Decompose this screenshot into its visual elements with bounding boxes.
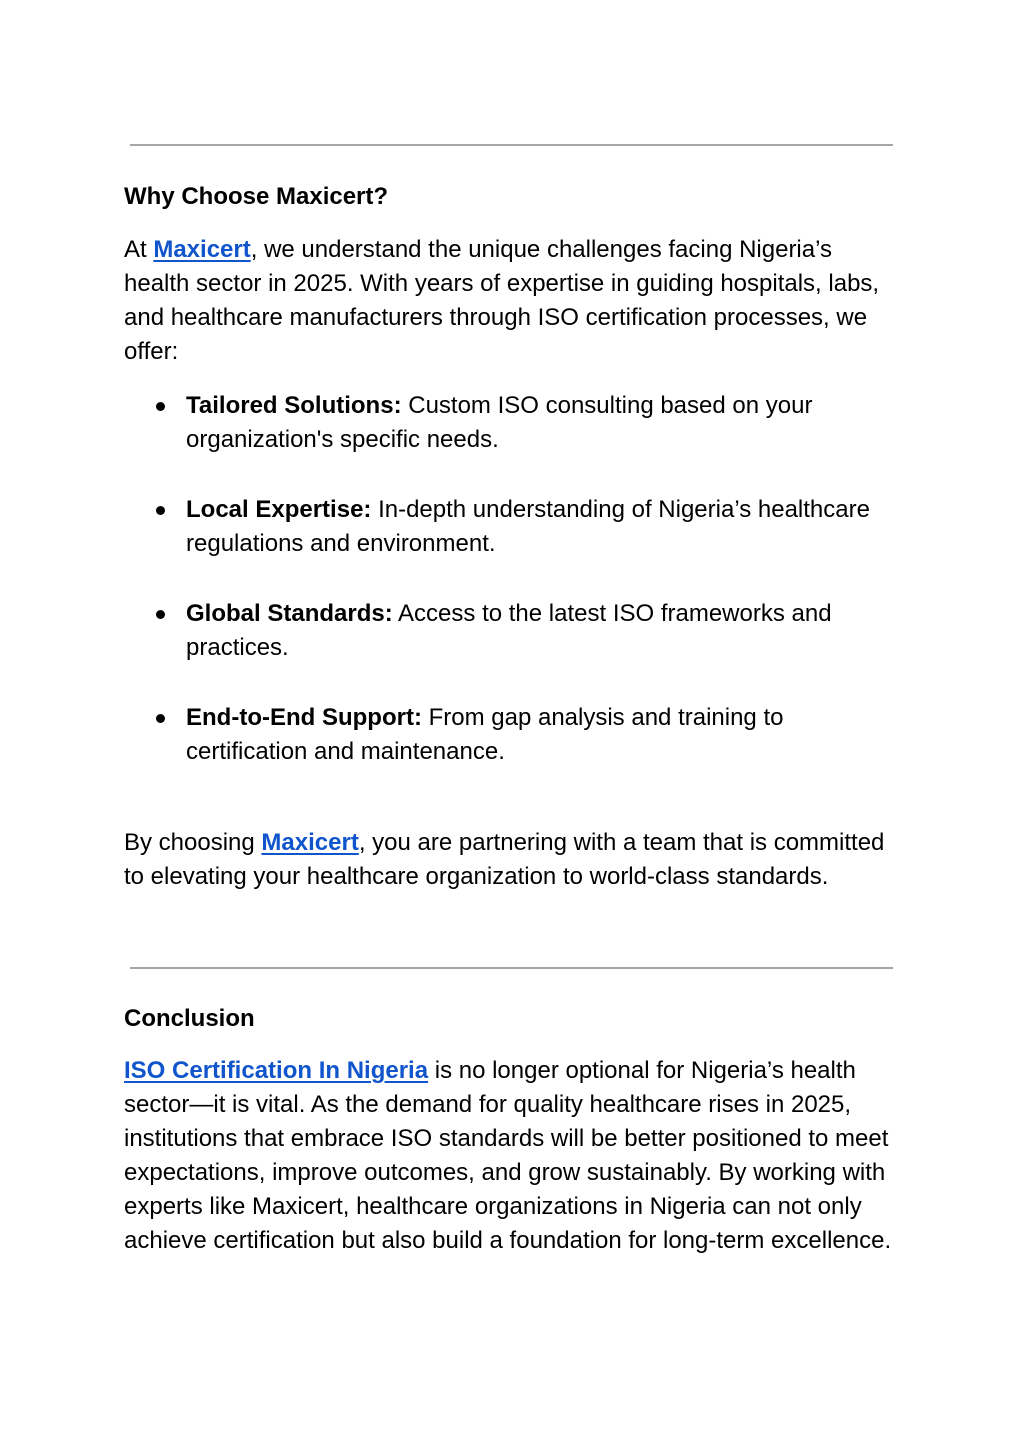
list-item (150, 701, 890, 769)
list-item (150, 493, 890, 561)
item-label: Global Standards: (186, 600, 393, 627)
conclusion-paragraph (124, 1054, 904, 1258)
intro-text-after: , we understand the unique challenges facing Nigeria’s health sector in 2025. With years of expertise in guiding hospitals, labs, and healthcare manufacturers through ISO certification processes, we offer: (124, 236, 880, 365)
intro-paragraph (124, 233, 904, 369)
bullet-icon (156, 506, 165, 515)
top-divider (130, 144, 893, 146)
list-item (150, 597, 890, 665)
item-text: Custom ISO consulting based on your organization's specific needs. (186, 392, 813, 453)
item-text: In-depth understanding of Nigeria’s healthcare regulations and environment. (186, 496, 870, 557)
intro-text-before: At (124, 236, 154, 263)
maxicert-link[interactable]: Maxicert (153, 236, 251, 263)
closing-paragraph (124, 826, 904, 894)
item-text: From gap analysis and training to certification and maintenance. (186, 704, 784, 765)
middle-divider (130, 967, 893, 969)
iso-certification-link[interactable]: ISO Certification In Nigeria (124, 1057, 429, 1084)
item-label: Local Expertise: (186, 496, 372, 523)
conclusion-heading: Conclusion (124, 1005, 255, 1032)
conclusion-text: is no longer optional for Nigeria’s health sector—it is vital. As the demand for quality healthcare rises in 2025, institutions that embrace ISO standards will be better positioned to meet expectations, improve outcomes, and grow sustainably. By working with experts like Maxicert, healthcare organizations in Nigeria can not only achieve certification but also build a foundation for long-term excellence. (124, 1057, 892, 1254)
list-item (150, 389, 890, 457)
item-text: Access to the latest ISO frameworks and practices. (186, 600, 832, 661)
bullet-icon (156, 610, 165, 619)
closing-text-after: , you are partnering with a team that is committed to elevating your healthcare organization to world-class standards. (124, 829, 885, 890)
item-label: Tailored Solutions: (186, 392, 402, 419)
bullet-icon (156, 714, 165, 723)
closing-text-before: By choosing (124, 829, 262, 856)
maxicert-link-2[interactable]: Maxicert (261, 829, 359, 856)
bullet-icon (156, 402, 165, 411)
item-label: End-to-End Support: (186, 704, 422, 731)
why-choose-heading: Why Choose Maxicert? (124, 183, 389, 210)
